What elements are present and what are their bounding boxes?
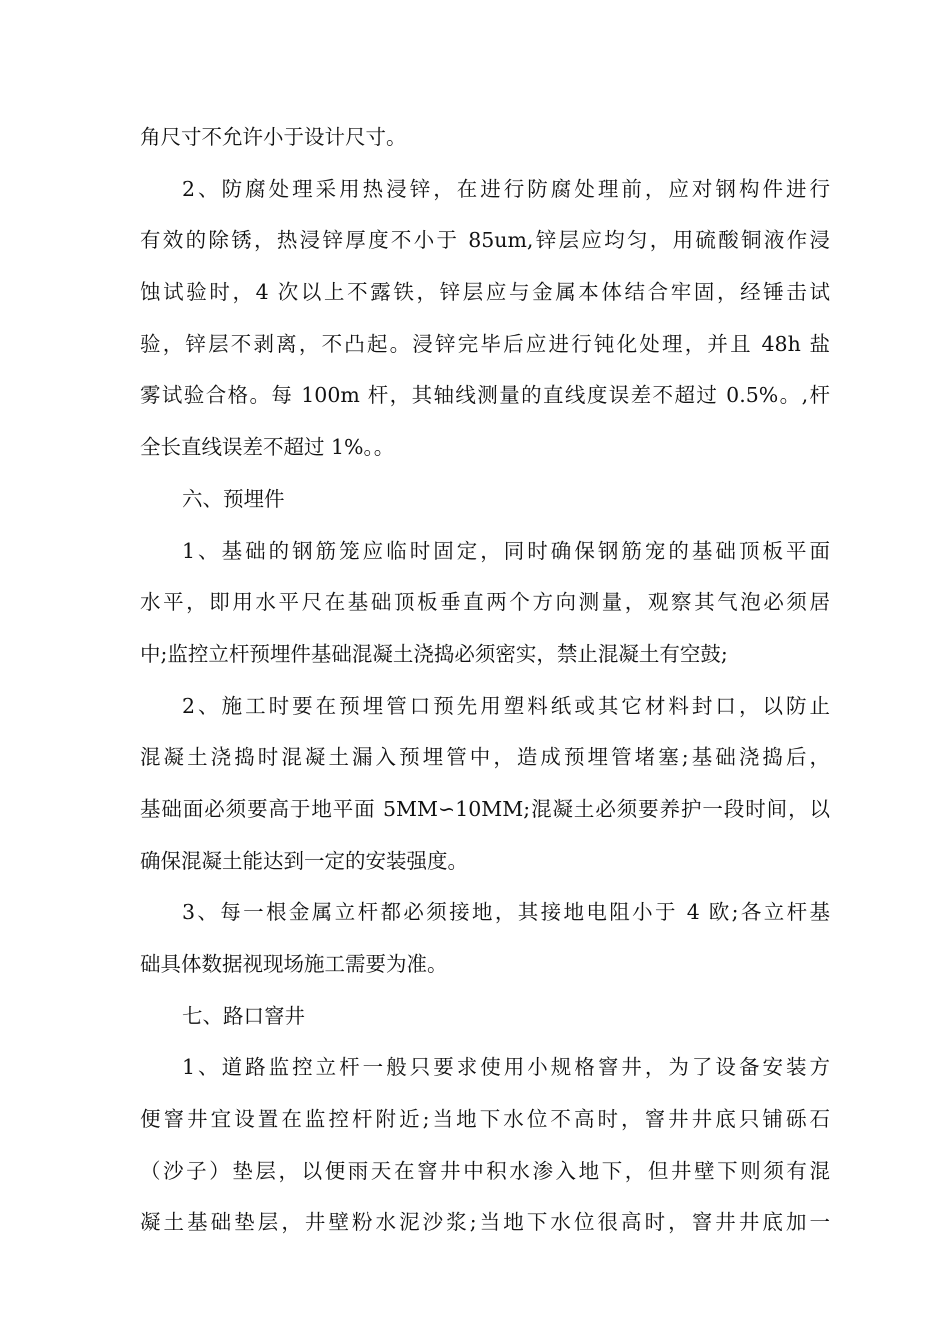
paragraph-line: （沙子）垫层，以便雨天在窨井中积水渗入地下，但井壁下则须有混 bbox=[140, 1158, 830, 1183]
paragraph-line: 有效的除锈，热浸锌厚度不小于 85um,锌层应均匀，用硫酸铜液作浸 bbox=[140, 228, 830, 253]
paragraph-line: 1、道路监控立杆一般只要求使用小规格窨井，为了设备安装方 bbox=[182, 1055, 830, 1080]
paragraph-line: 验，锌层不剥离，不凸起。浸锌完毕后应进行钝化处理，并且 48h 盐 bbox=[140, 331, 830, 356]
paragraph-line: 确保混凝土能达到一定的安装强度。 bbox=[140, 848, 468, 873]
paragraph-line: 雾试验合格。每 100m 杆，其轴线测量的直线度误差不超过 0.5%。,杆 bbox=[140, 383, 830, 408]
section-heading: 七、路口窨井 bbox=[182, 1003, 305, 1028]
text-line: 角尺寸不允许小于设计尺寸。 bbox=[140, 125, 407, 149]
section-heading: 六、预埋件 bbox=[182, 486, 285, 511]
paragraph-line: 全长直线误差不超过 1%。。 bbox=[140, 435, 395, 460]
paragraph-line: 水平，即用水平尺在基础顶板垂直两个方向测量，观察其气泡必须居 bbox=[140, 590, 830, 615]
paragraph-line: 1、基础的钢筋笼应临时固定，同时确保钢筋宠的基础顶板平面 bbox=[182, 538, 830, 563]
paragraph-line: 3、每一根金属立杆都必须接地，其接地电阻小于 4 欧;各立杆基 bbox=[182, 900, 830, 925]
paragraph-line: 2、防腐处理采用热浸锌，在进行防腐处理前，应对钢构件进行 bbox=[182, 176, 830, 201]
paragraph-line: 2、施工时要在预埋管口预先用塑料纸或其它材料封口，以防止 bbox=[182, 693, 830, 718]
paragraph-line: 凝土基础垫层，井壁粉水泥沙浆;当地下水位很高时，窨井井底加一 bbox=[140, 1210, 830, 1235]
document-body bbox=[140, 112, 830, 1249]
paragraph-line: 便窨井宜设置在监控杆附近;当地下水位不高时，窨井井底只铺砾石 bbox=[140, 1107, 830, 1132]
paragraph-line: 中;监控立杆预埋件基础混凝土浇捣必须密实，禁止混凝土有空鼓; bbox=[140, 641, 728, 666]
paragraph-line: 础具体数据视现场施工需要为准。 bbox=[140, 952, 448, 976]
paragraph-line: 蚀试验时，4 次以上不露铁，锌层应与金属本体结合牢固，经锤击试 bbox=[140, 280, 830, 305]
paragraph-line: 混凝土浇捣时混凝土漏入预埋管中，造成预埋管堵塞;基础浇捣后， bbox=[140, 745, 830, 770]
paragraph-line: 基础面必须要高于地平面 5MM∽10MM;混凝土必须要养护一段时间，以 bbox=[140, 796, 830, 821]
